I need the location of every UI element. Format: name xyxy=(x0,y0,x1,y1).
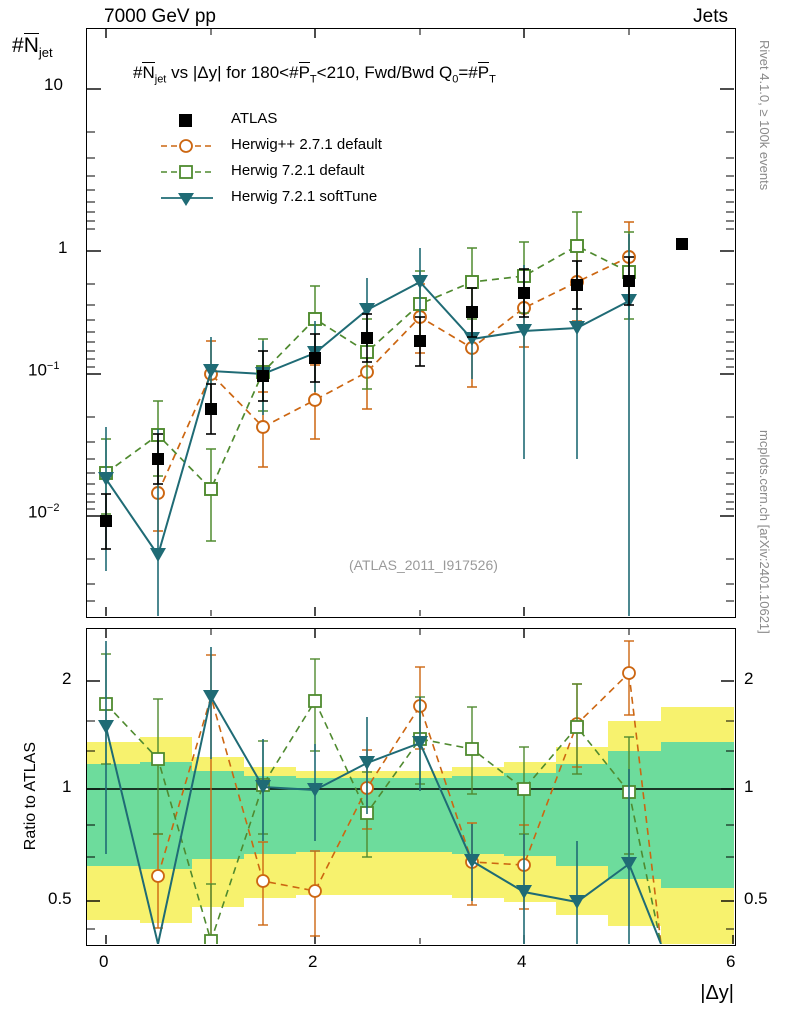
x-axis-label: |Δy| xyxy=(700,982,734,1004)
plot-title-sub2: T xyxy=(309,73,317,86)
rivet-version-label: Rivet 4.1.0, ≥ 100k events xyxy=(757,40,772,191)
plot-title-sub3: 0 xyxy=(452,73,459,86)
xtick-label-0: 0 xyxy=(99,952,109,971)
ratio-plot-panel xyxy=(86,628,736,946)
series-herwig-721-default xyxy=(100,212,635,541)
ytick-label-1: 1 xyxy=(58,238,68,257)
analysis-id-watermark: (ATLAS_2011_I917526) xyxy=(349,557,498,573)
ratio-plot-svg xyxy=(87,629,734,944)
plot-title-pbar2: P xyxy=(477,63,490,82)
legend-label-1: Herwig++ 2.7.1 default xyxy=(231,136,382,153)
plot-title-pbar: P xyxy=(298,63,310,82)
plot-title-nbar: N xyxy=(142,63,155,82)
ratio-ytick-label-left-2: 0.5 xyxy=(48,889,72,908)
ratio-ytick-label-left-1: 1 xyxy=(62,777,72,796)
main-plot-svg xyxy=(87,29,734,616)
xtick-label-3: 6 xyxy=(726,952,736,971)
ratio-ytick-label-right-1: 1 xyxy=(744,777,754,796)
y-axis-label-ratio: Ratio to ATLAS xyxy=(22,742,39,851)
plot-title-sub: jet xyxy=(154,73,167,86)
series-herwigpp-271 xyxy=(152,222,635,531)
plot-title-mid2: <210, Fwd/Bwd Q xyxy=(316,63,453,82)
main-plot-panel xyxy=(86,28,736,618)
header-right-label: Jets xyxy=(693,6,728,27)
plot-title-text: # xyxy=(133,63,143,82)
y-axis-label-n: N xyxy=(23,34,39,57)
ytick-label-2: $10^{-1}$ xyxy=(28,360,60,380)
ratio-ytick-label-left-0: 2 xyxy=(62,669,72,688)
series-atlas xyxy=(100,238,688,549)
ratio-ytick-label-right-2: 0.5 xyxy=(744,889,768,908)
plot-title-end: =# xyxy=(458,63,478,82)
ytick-label-3: $10^{-2}$ xyxy=(28,502,60,522)
plot-title-mid: vs |Δy| for 180<# xyxy=(171,63,299,82)
plot-title-sub4: T xyxy=(489,73,496,86)
header-left-label: 7000 GeV pp xyxy=(104,6,216,27)
legend-label-0: ATLAS xyxy=(231,110,278,127)
xtick-label-2: 4 xyxy=(517,952,527,971)
y-axis-label-sub: jet xyxy=(38,45,53,61)
ratio-ytick-label-right-0: 2 xyxy=(744,669,754,688)
y-axis-label-main xyxy=(12,34,53,60)
source-reference-label: mcplots.cern.ch [arXiv:2401.10621] xyxy=(757,430,772,634)
xtick-label-1: 2 xyxy=(308,952,318,971)
legend-label-2: Herwig 7.2.1 default xyxy=(231,162,365,179)
legend-label-3: Herwig 7.2.1 softTune xyxy=(231,188,378,205)
y-axis-label-hash: # xyxy=(12,34,24,57)
ytick-label-0: 10 xyxy=(44,75,63,94)
